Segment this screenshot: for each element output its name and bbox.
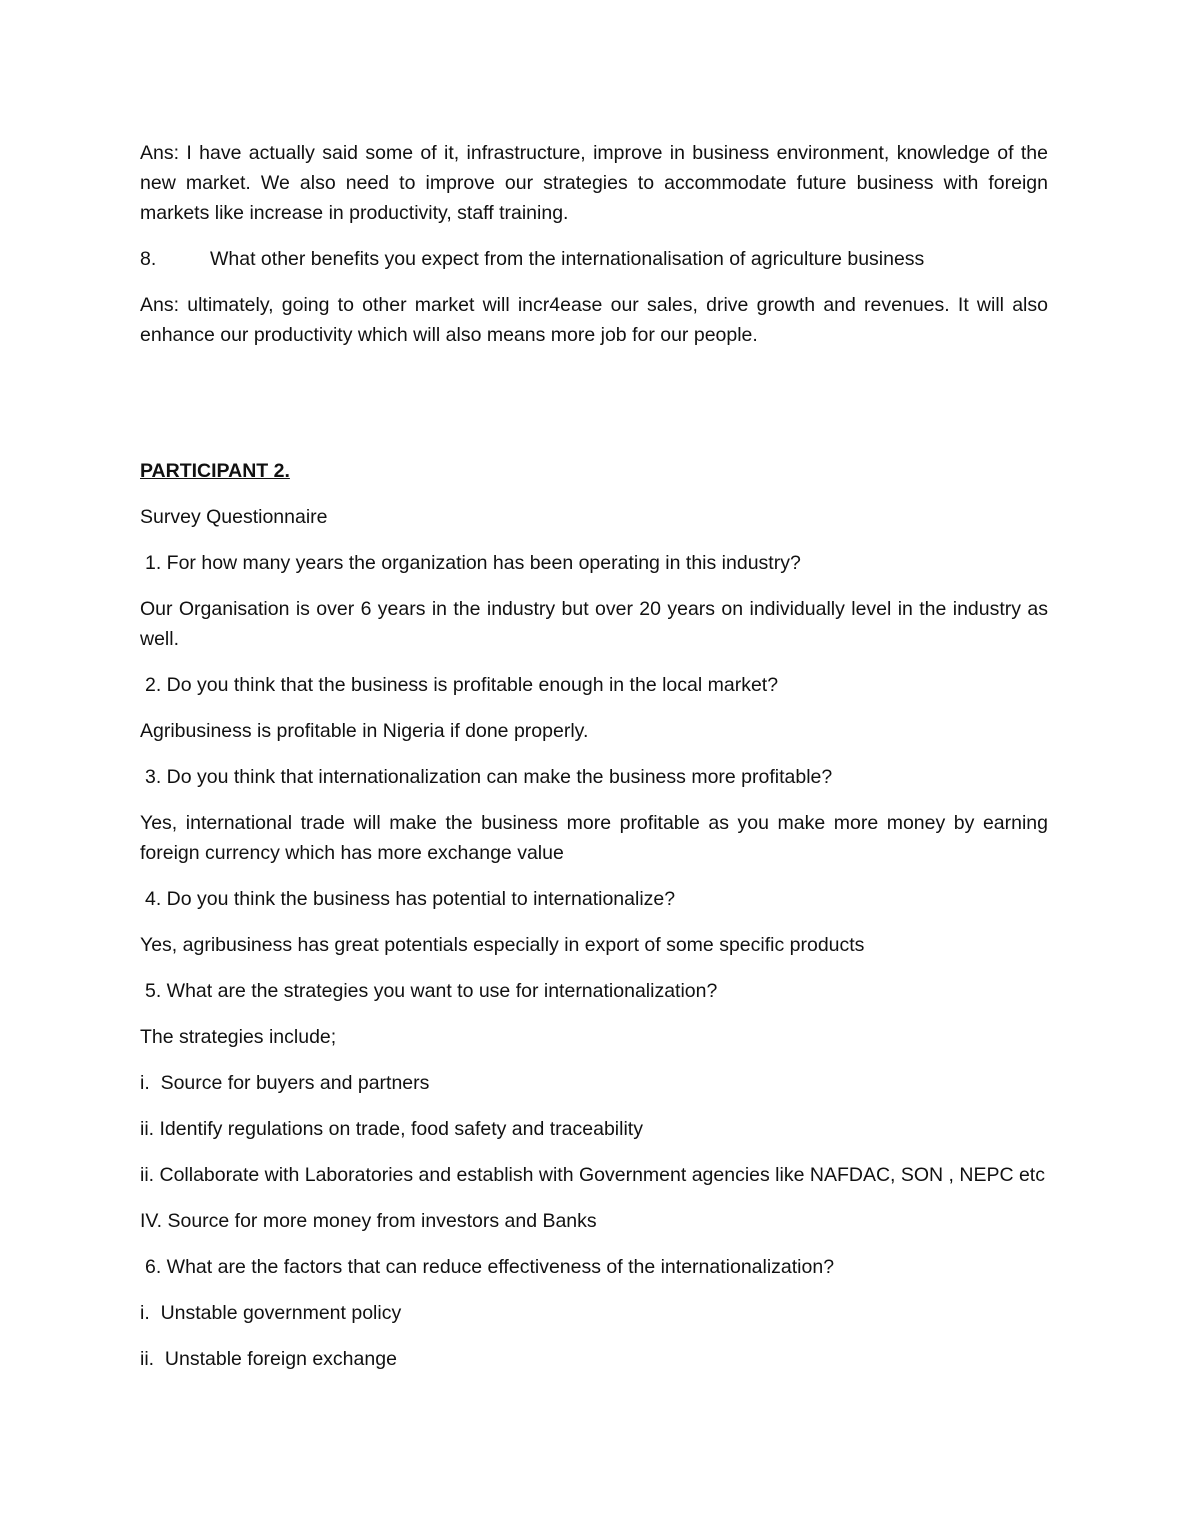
question-6: 6. What are the factors that can reduce effectiveness of the internationalization? — [145, 1256, 835, 1278]
participant-heading: PARTICIPANT 2. — [140, 460, 290, 482]
strategy-item: ii. Identify regulations on trade, food safety and traceability — [140, 1118, 643, 1140]
question-3: 3. Do you think that internationalization can make the business more profitable? — [145, 766, 833, 788]
question-1: 1. For how many years the organization has been operating in this industry? — [145, 552, 801, 574]
strategy-item: IV. Source for more money from investors and Banks — [140, 1210, 597, 1232]
question-2: 2. Do you think that the business is profitable enough in the local market? — [145, 674, 779, 696]
answer-3: Yes, international trade will make the business more profitable as you make more money by earning foreign currency which has more exchange value — [140, 812, 1048, 864]
question-text: What other benefits you expect from the internationalisation of agriculture business — [210, 248, 925, 270]
question-5: 5. What are the strategies you want to use for internationalization? — [145, 980, 718, 1002]
answer-1: Our Organisation is over 6 years in the industry but over 20 years on individually level in the industry as well. — [140, 598, 1048, 650]
question-number: 8. — [140, 248, 157, 270]
answer-paragraph: Ans: ultimately, going to other market will incr4ease our sales, drive growth and revenues. It will also enhance our productivity which will also means more job for our people. — [140, 294, 1048, 346]
strategy-item: ii. Collaborate with Laboratories and establish with Government agencies like NAFDAC, SON , NEPC etc — [140, 1164, 1045, 1186]
question-8 — [140, 244, 1048, 274]
answer-5-intro: The strategies include; — [140, 1026, 337, 1048]
survey-subtitle: Survey Questionnaire — [140, 506, 328, 528]
question-4: 4. Do you think the business has potential to internationalize? — [145, 888, 676, 910]
document-page — [140, 138, 1048, 1390]
factor-item: ii. Unstable foreign exchange — [140, 1348, 397, 1370]
answer-4: Yes, agribusiness has great potentials especially in export of some specific products — [140, 934, 865, 956]
section-spacer — [140, 366, 1048, 456]
factor-item: i. Unstable government policy — [140, 1302, 402, 1324]
strategy-item: i. Source for buyers and partners — [140, 1072, 430, 1094]
answer-paragraph: Ans: I have actually said some of it, infrastructure, improve in business environment, knowledge of the new market. We also need to improve our strategies to accommodate future business with foreign markets like increase in productivity, staff training. — [140, 142, 1048, 224]
answer-2: Agribusiness is profitable in Nigeria if done properly. — [140, 720, 589, 742]
